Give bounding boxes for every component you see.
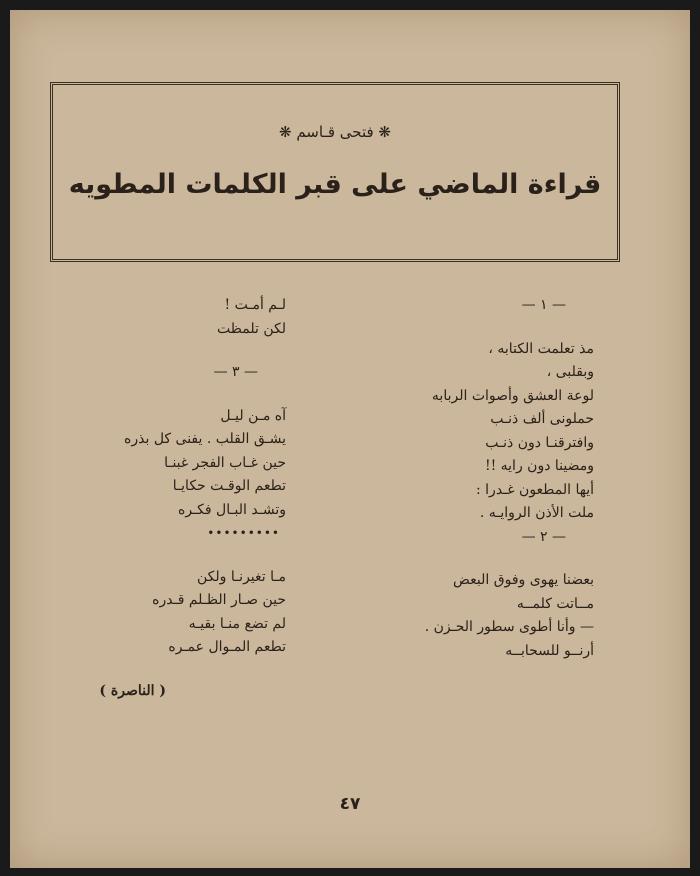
poem-line: آه مـن ليـل (220, 407, 286, 424)
poem-line: حملونى ألف ذنـب (490, 411, 594, 427)
poem-line: — وأنا أطوى سطور الحـزن . (424, 619, 594, 635)
poem-line: مـا تغيرنـا ولكن (196, 568, 286, 585)
poem-line: لوعة العشق وأصوات الربابه (431, 387, 594, 404)
poem-line: مذ تعلمت الكتابه ، (488, 340, 594, 357)
poem-line: وبقلبى ، (546, 364, 594, 380)
poem-line: حين غـاب الفجر غبنـا (164, 454, 286, 471)
poem-line: تطعم الوقـت حكايـا (172, 478, 286, 494)
right-column (304, 294, 594, 663)
poem-line: ومضينا دون رايه !! (484, 458, 594, 474)
section-number: — ٣ — (213, 364, 258, 380)
author-name: ❋ فتحى قـاسم ❋ (278, 123, 391, 141)
poem-line: تطعم المـوال عمـره (168, 639, 286, 655)
poem-line: لكن تلمظت (217, 320, 286, 337)
section-number: — ١ — (521, 297, 566, 313)
poem-line: ملت الأذن الروايـه . (479, 505, 594, 521)
poem-line: لـم أمـت ! (224, 297, 286, 313)
poem-line: وتشـد البـال فكـره (177, 501, 286, 518)
poem-line: أرنــو للسحابــه (505, 642, 594, 659)
left-column (36, 294, 286, 703)
section-divider: ••••••••• (207, 526, 280, 540)
place-signature: ( الناصرة ) (99, 682, 166, 699)
poem-line: وافترقنـا دون ذنـب (485, 434, 594, 451)
page-number: ٤٧ (339, 794, 361, 814)
poem-line: حين صـار الظـلم قـدره (152, 592, 286, 608)
magazine-page (10, 10, 690, 868)
poem-line: يشـق القلب . يفنى كل بذره (124, 431, 286, 447)
header-box (50, 82, 620, 262)
poem-line: مــاتت كلمــه (516, 595, 594, 612)
poem-line: بعضنا يهوى وفوق البعض (452, 572, 594, 588)
poem-line: لم تضع منـا بقيـه (188, 615, 286, 632)
poem-title: قراءة الماضي على قبر الكلمات المطويه (68, 169, 602, 200)
section-number: — ٢ — (521, 528, 566, 545)
poem-line: أيها المطعون غـدرا : (476, 481, 594, 498)
